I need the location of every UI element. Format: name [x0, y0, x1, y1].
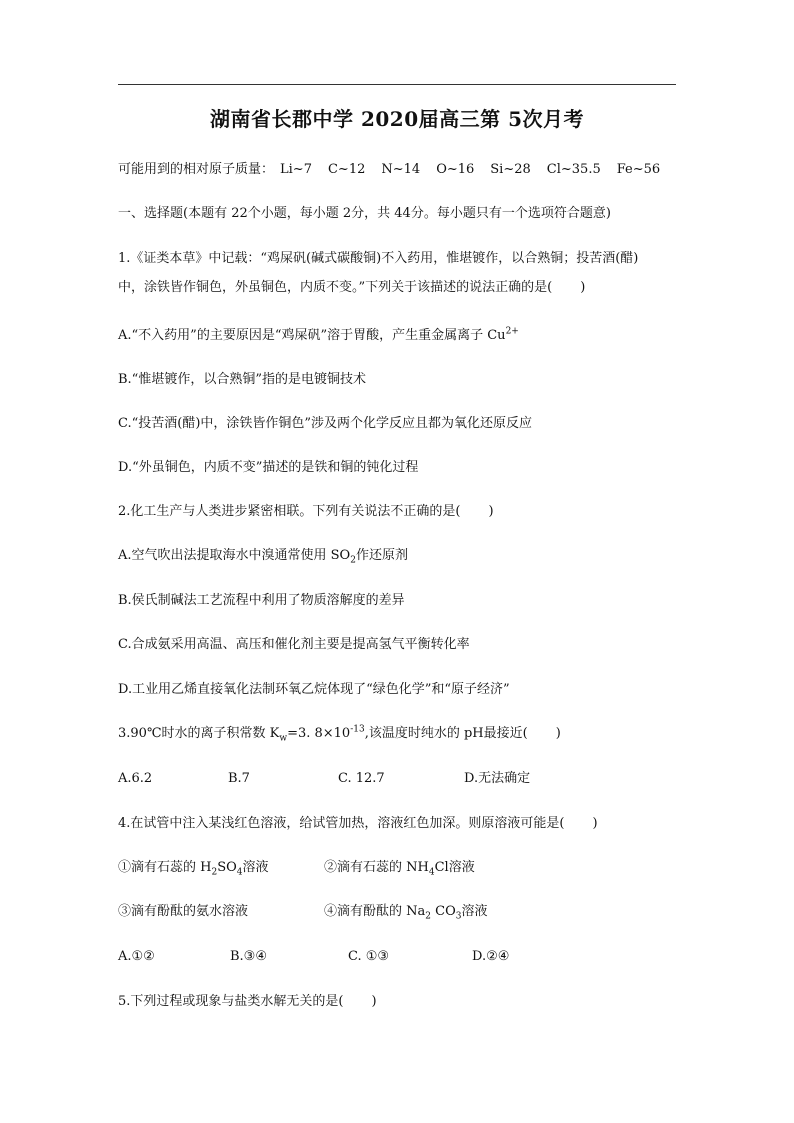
atomic-mass-line [118, 160, 676, 180]
q3-option-a: A.6.2 [118, 771, 153, 786]
q3-options [118, 769, 678, 789]
q4-choice-1: ①滴有石蕊的 $H_2SO_4$溶液 [118, 860, 269, 878]
q4-choice-3: ③滴有酚酞的氨水溶液 [118, 904, 249, 919]
q4-choices-row2 [118, 902, 678, 922]
q4-options [118, 947, 678, 967]
q3-stem: 3.90℃时水的离子积常数 $K_w=3$. $8\times 10^{-13}$,该温度时纯水的 pH最接近( ) [118, 724, 561, 744]
q1-option-c: C.“投苦酒(醋)中，涂铁皆作铜色”涉及两个化学反应且都为氧化还原反应 [118, 416, 533, 431]
q2-option-d: D.工业用乙烯直接氧化法制环氧乙烷体现了“绿色化学”和“原子经济” [118, 682, 510, 697]
q2-option-a: A.空气吹出法提取海水中溴通常使用 $SO_2$作还原剂 [118, 548, 408, 566]
atomic-mass-label: 可能用到的相对原子质量： [118, 162, 275, 177]
q1-option-d: D.“外虽铜色，内质不变”描述的是铁和铜的钝化过程 [118, 460, 419, 475]
page-title: 湖南省长郡中学 2020届高三第 5次月考 [209, 107, 584, 131]
atomic-mass-c: C~12 [327, 162, 366, 177]
q4-option-c: C. ①③ [348, 949, 390, 964]
q4-option-b: B.③④ [230, 949, 267, 964]
section-heading: 一、选择题(本题有 22个小题，每小题 2分，共 44分。每小题只有一个选项符合题意) [118, 206, 611, 221]
q1-option-a: A.“不入药用”的主要原因是“鸡屎矾”溶于胃酸，产生重金属离子 $Cu^{2+}$ [118, 326, 519, 343]
q2-option-b: B.侯氏制碱法工艺流程中利用了物质溶解度的差异 [118, 593, 405, 608]
atomic-mass-fe: Fe~56 [616, 162, 661, 177]
q1-stem-line2: 中，涂铁皆作铜色，外虽铜色，内质不变。”下列关于该描述的说法正确的是( ) [118, 280, 586, 295]
q4-option-a: A.①② [118, 949, 155, 964]
q1-stem-line1: 1.《证类本草》中记载：“鸡屎矾(碱式碳酸铜)不入药用，惟堪镀作，以合熟铜；投苦酒(醋) [118, 251, 639, 266]
atomic-mass-si: Si~28 [490, 162, 531, 177]
q4-stem: 4.在试管中注入某浅红色溶液，给试管加热，溶液红色加深。则原溶液可能是( ) [118, 816, 598, 831]
q4-choice-4: ④滴有酚酞的 $Na_2$ $CO_3$溶液 [324, 904, 488, 922]
header-rule [118, 84, 676, 85]
q4-option-d: D.②④ [472, 949, 510, 964]
atomic-mass-li: Li~7 [280, 162, 312, 177]
atomic-mass-cl: Cl~35.5 [546, 162, 601, 177]
atomic-mass-n: N~14 [381, 162, 421, 177]
q5-stem: 5.下列过程或现象与盐类水解无关的是( ) [118, 994, 377, 1009]
q2-stem: 2.化工生产与人类进步紧密相联。下列有关说法不正确的是( ) [118, 504, 494, 519]
q4-choices-row1 [118, 858, 678, 878]
q3-option-d: D.无法确定 [464, 771, 531, 786]
q3-option-c: C. 12.7 [338, 771, 385, 786]
q2-option-c: C.合成氨采用高温、高压和催化剂主要是提高氢气平衡转化率 [118, 637, 470, 652]
q3-option-b: B.7 [228, 771, 250, 786]
atomic-mass-o: O~16 [436, 162, 475, 177]
q1-option-b: B.“惟堪镀作，以合熟铜”指的是电镀铜技术 [118, 372, 366, 387]
q4-choice-2: ②滴有石蕊的 $NH_4Cl$溶液 [324, 860, 475, 878]
